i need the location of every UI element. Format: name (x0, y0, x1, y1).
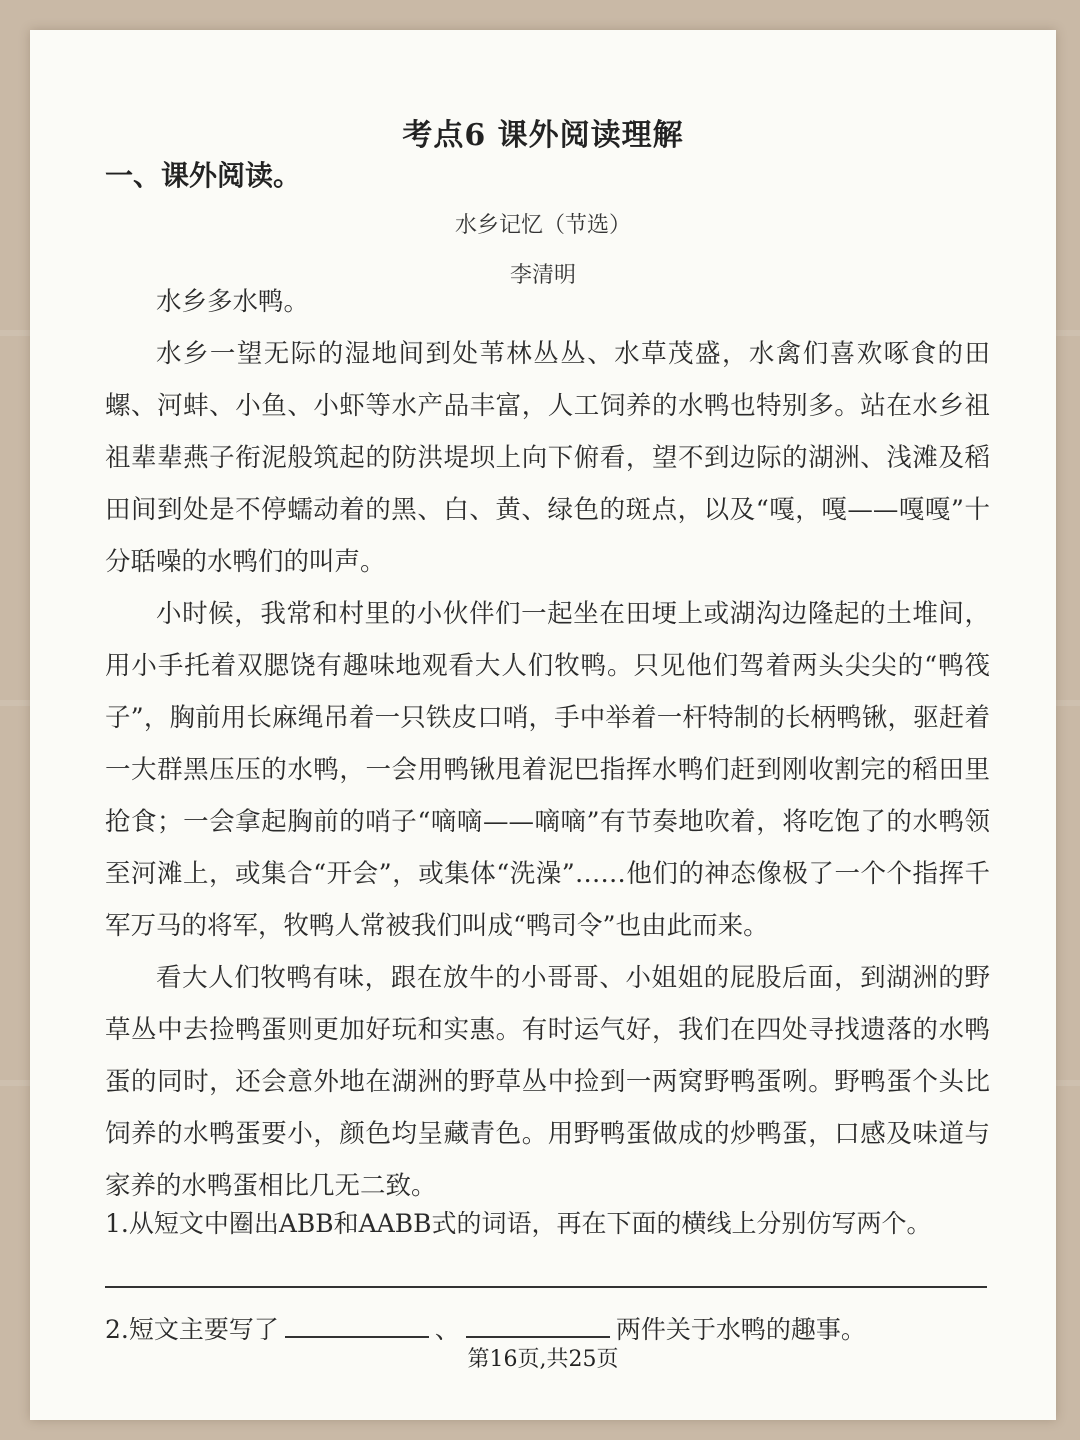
answer-blank-1[interactable] (285, 1308, 429, 1338)
essay-paragraph: 水乡多水鸭。 (156, 287, 310, 317)
essay-paragraph: 看大人们牧鸭有味，跟在放牛的小哥哥、小姐姐的屁股后面，到湖洲的野草丛中去捡鸭蛋则更加好玩和实惠。有时运气好，我们在四处寻找遗落的水鸭蛋的同时，还会意外地在湖洲的野草丛中捡到一两窝野鸭蛋咧。野鸭蛋个头比饲养的水鸭蛋要小，颜色均呈藏青色。用野鸭蛋做成的炒鸭蛋，口感及味道与家养的水鸭蛋相比几无二致。 (105, 963, 990, 1201)
essay-paragraph: 小时候，我常和村里的小伙伴们一起坐在田埂上或湖沟边隆起的土堆间，用小手托着双腮饶有趣味地观看大人们牧鸭。只见他们驾着两头尖尖的“鸭筏子”，胸前用长麻绳吊着一只铁皮口哨，手中举着一杆特制的长柄鸭锹，驱赶着一大群黑压压的水鸭，一会用鸭锹甩着泥巴指挥水鸭们赶到刚收割完的稻田里抢食；一会拿起胸前的哨子“嘀嘀——嘀嘀”有节奏地吹着，将吃饱了的水鸭领至河滩上，或集合“开会”，或集体“洗澡”……他们的神态像极了一个个指挥千军万马的将军，牧鸭人常被我们叫成“鸭司令”也由此而来。 (105, 599, 990, 941)
question-1: 1.从短文中圈出ABB和AABB式的词语，再在下面的横线上分别仿写两个。 (105, 1209, 932, 1238)
answer-blank-2[interactable] (466, 1308, 610, 1338)
question-2-prefix: 2.短文主要写了 (105, 1315, 279, 1344)
essay-title: 水乡记忆（节选） (454, 213, 631, 238)
essay-author: 李清明 (509, 263, 576, 288)
answer-line[interactable] (105, 1286, 987, 1288)
question-2-suffix: 两件关于水鸭的趣事。 (615, 1315, 866, 1344)
section-heading: 一、课外阅读。 (105, 159, 302, 192)
essay-paragraph: 水乡一望无际的湿地间到处苇林丛丛、水草茂盛，水禽们喜欢啄食的田螺、河蚌、小鱼、小虾等水产品丰富，人工饲养的水鸭也特别多。站在水乡祖祖辈辈燕子衔泥般筑起的防洪堤坝上向下俯看，望不到边际的湖洲、浅滩及稻田间到处是不停蠕动着的黑、白、黄、绿色的斑点，以及“嘎，嘎——嘎嘎”十分聒噪的水鸭们的叫声。 (105, 339, 990, 577)
question-2-separator: 、 (434, 1315, 460, 1344)
worksheet-page (30, 30, 1056, 1420)
page-number: 第16页,共25页 (467, 1347, 619, 1372)
page-title: 考点6 课外阅读理解 (402, 118, 684, 153)
